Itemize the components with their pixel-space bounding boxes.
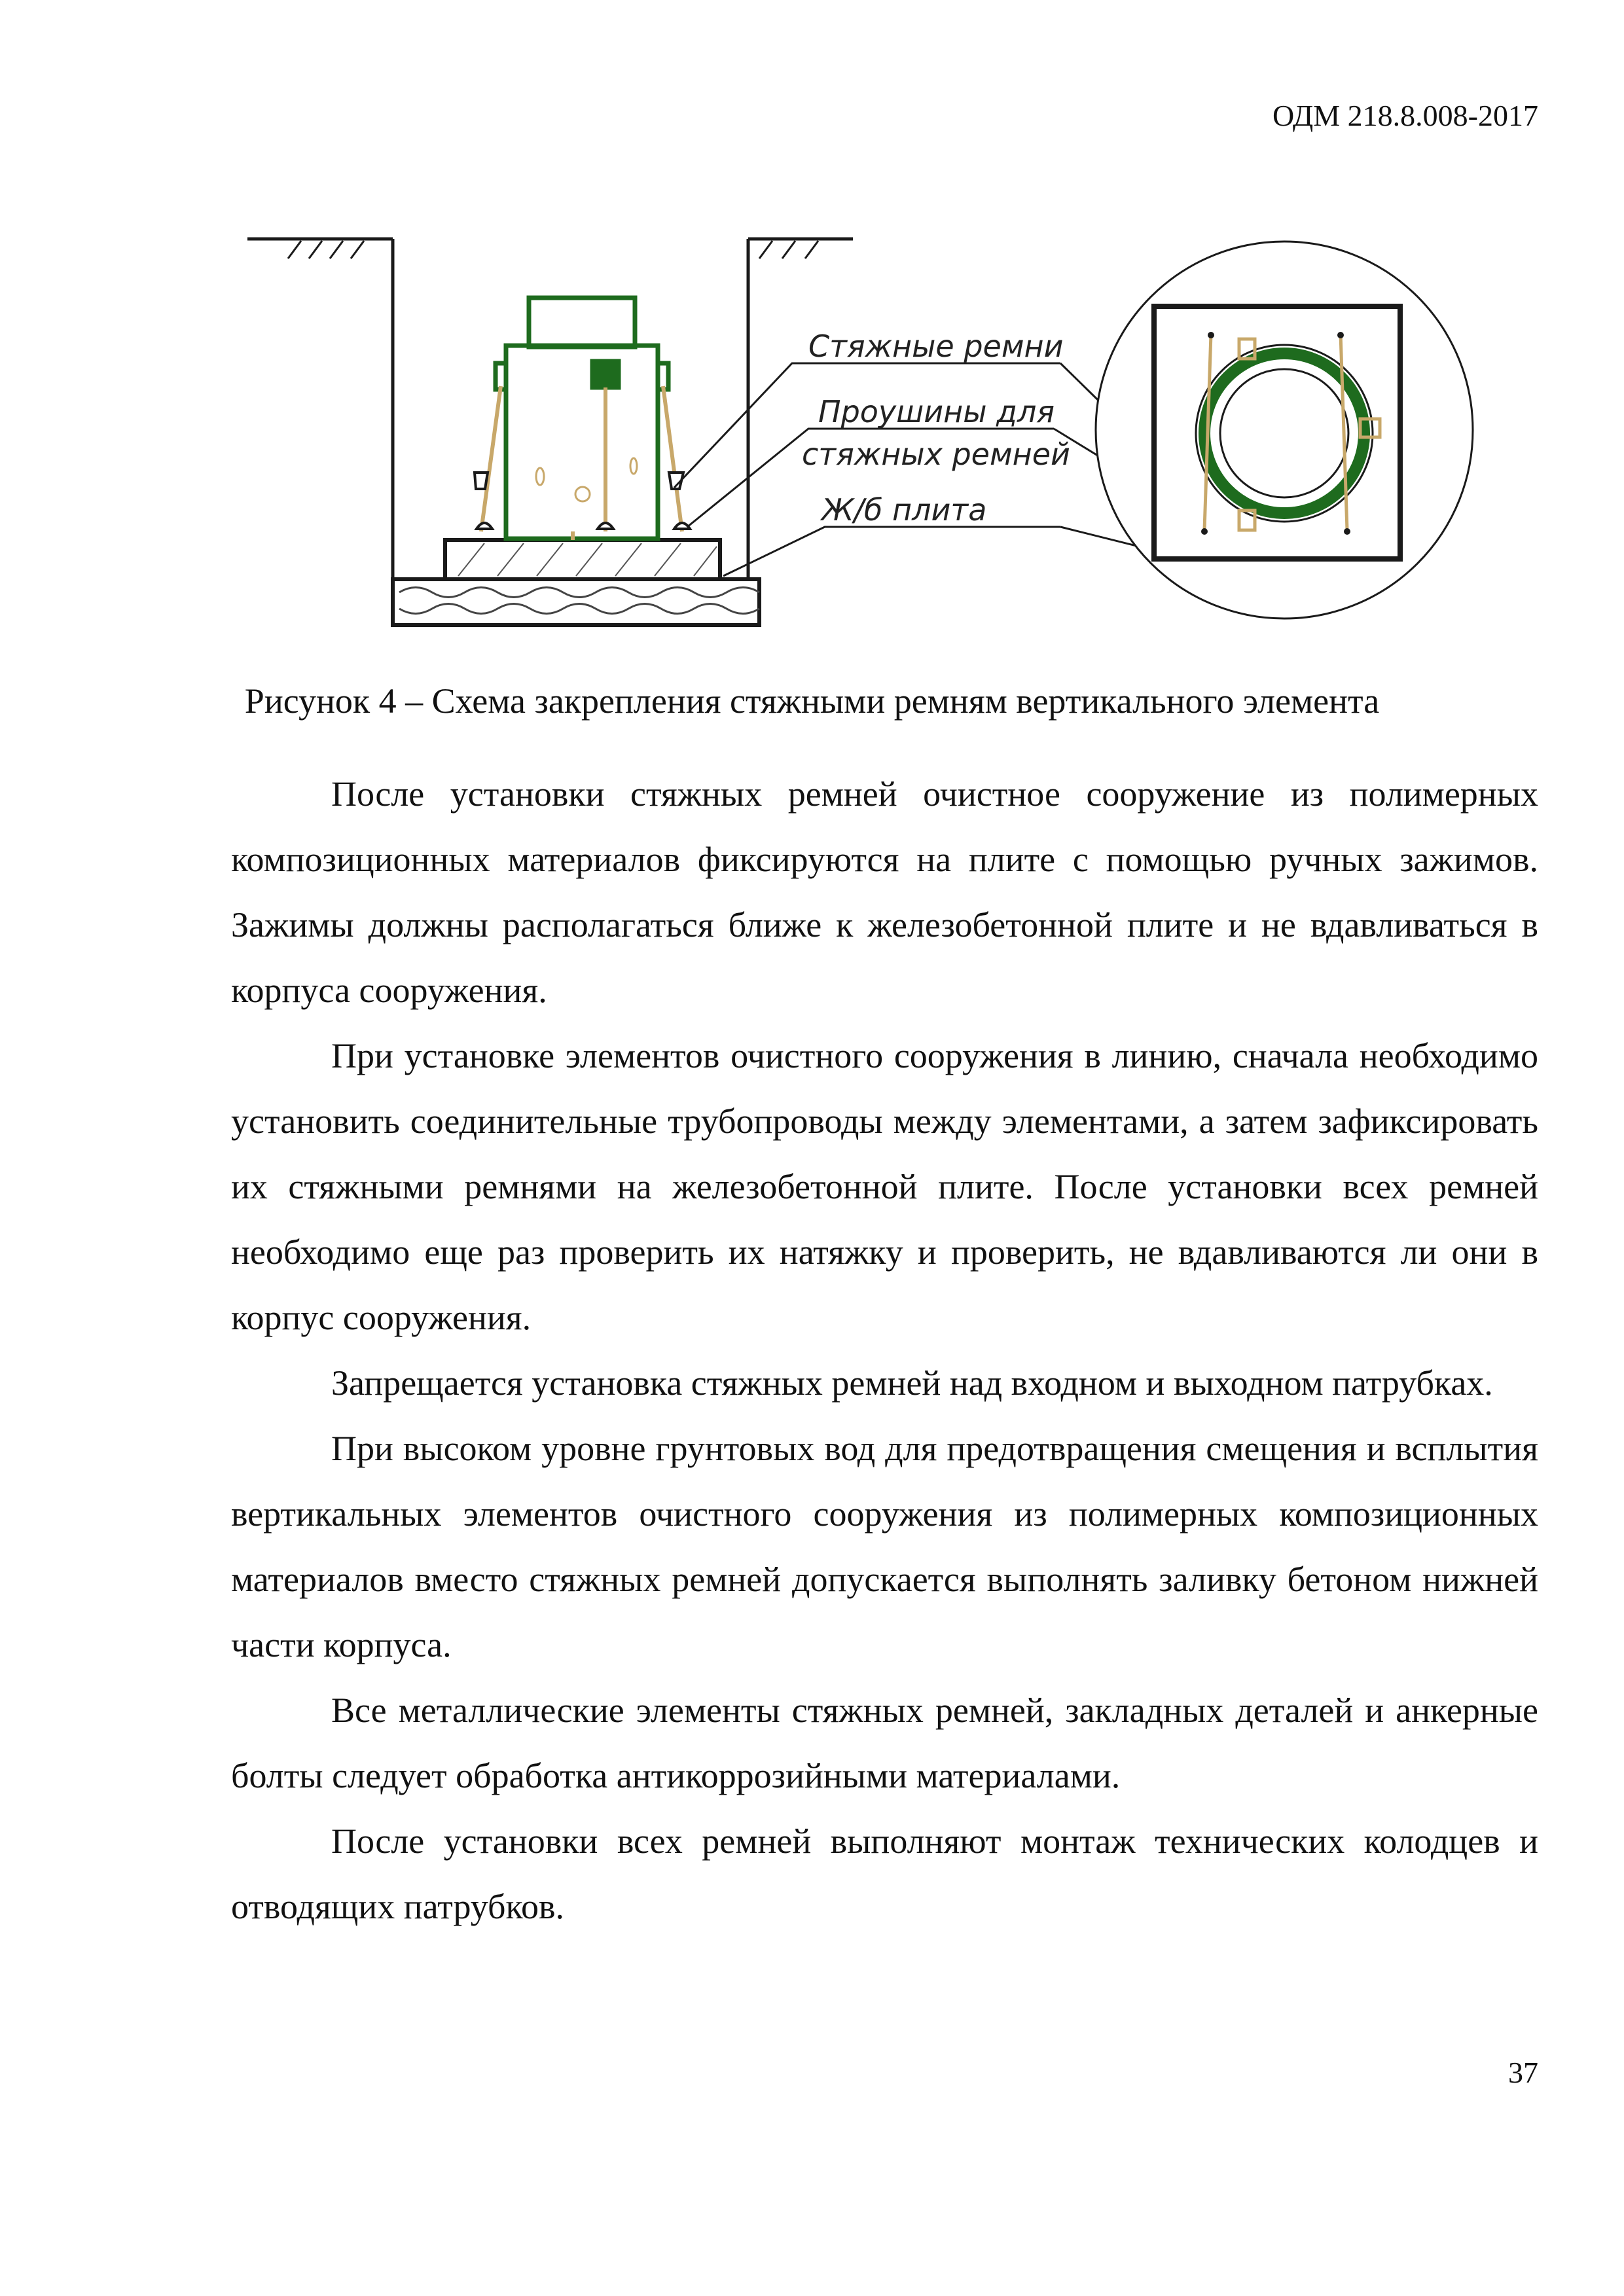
document-code: ОДМ 218.8.008-2017 [1272,99,1538,132]
label-lugs-line2: стяжных ремней [802,437,1070,472]
top-view-detail [1096,242,1473,619]
paragraph: При высоком уровне грунтовых вод для предотвращения смещения и всплытия вертикальных элементов очистного сооружения из полимерных композиционных материалов вместо стяжных ремней допускается выполнять заливку бетоном нижней части корпуса. [231,1429,1538,1664]
label-straps: Стяжные ремни [808,329,1064,364]
gravel-base [393,579,759,625]
paragraph: Все металлические элементы стяжных ремней, закладных деталей и анкерные болты следует обработка антикоррозийными материалами. [231,1691,1538,1795]
figure-caption: Рисунок 4 – Схема закрепления стяжными ремням вертикального элемента [244,681,1380,721]
paragraph: После установки всех ремней выполняют монтаж технических колодцев и отводящих патрубков. [231,1821,1538,1926]
label-lugs-line1: Проушины для [818,394,1055,429]
tank-side-view [496,298,668,539]
paragraph: После установки стяжных ремней очистное сооружение из полимерных композиционных материалов фиксируются на плите с помощью ручных зажимов. Зажимы должны располагаться ближе к железобетонной плите и не вдавливаться в корпуса сооружения. [231,774,1538,1010]
paragraph: При установке элементов очистного сооружения в линию, сначала необходимо установить соединительные трубопроводы между элементами, а затем зафиксировать их стяжными ремнями на железобетонной плите. После установки всех ремней необходимо еще раз проверить их натяжку и проверить, не вдавливаются ли они в корпус сооружения. [231,1036,1538,1337]
page-number: 37 [1508,2056,1538,2089]
paragraph: Запрещается установка стяжных ремней над входном и выходном патрубках. [331,1363,1493,1403]
label-slab: Ж/б плита [821,492,987,528]
pit [247,239,853,586]
body-text [231,761,1538,1939]
straps [481,386,682,540]
ground-hatching [288,241,818,259]
strap-fastening-diagram [0,0,1624,681]
concrete-slab [445,540,720,579]
